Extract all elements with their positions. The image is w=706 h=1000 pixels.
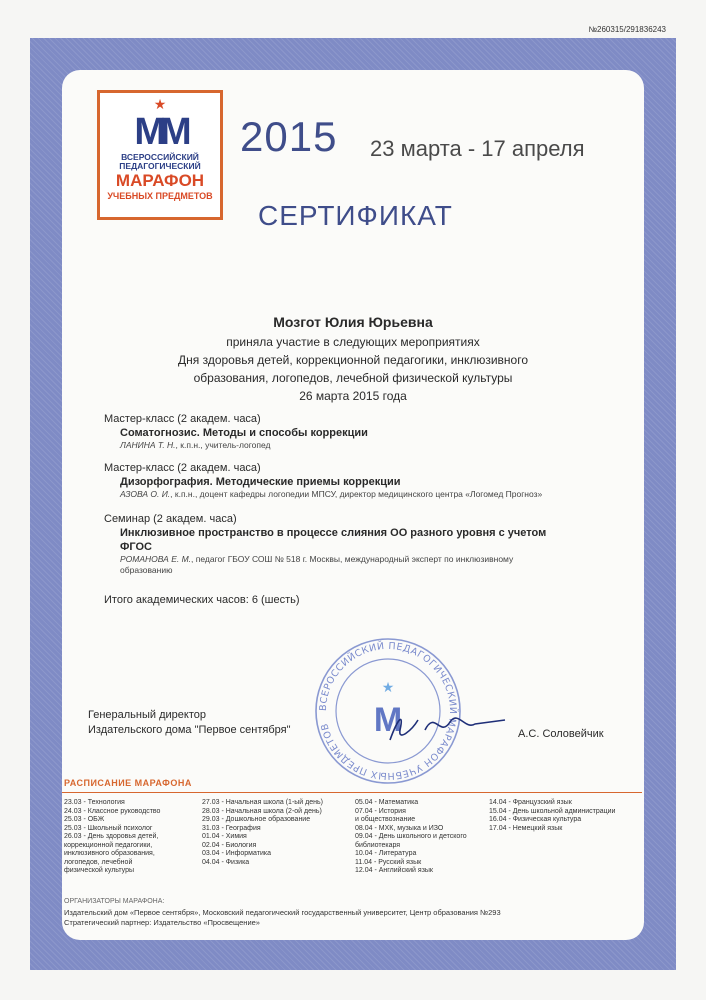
event-item xyxy=(104,412,624,451)
participation-line: Дня здоровья детей, коррекционной педагогики, инклюзивного xyxy=(178,353,528,367)
schedule-item: 15.04 - День школьной администрации xyxy=(489,807,616,815)
event-item xyxy=(104,512,624,576)
director-org: Издательского дома "Первое сентября" xyxy=(88,724,291,736)
event-type: Семинар (2 академ. часа) xyxy=(104,513,237,525)
event-lecturer xyxy=(120,440,624,451)
stamp-text: ВСЕРОССИЙСКИЙ ПЕДАГОГИЧЕСКИЙ МАРАФОН УЧЕБНЫХ ПРЕДМЕТОВ xyxy=(317,640,459,782)
schedule-item: 25.03 - ОБЖ xyxy=(64,816,105,823)
signer-name: А.С. Соловейчик xyxy=(518,728,604,740)
schedule-item: физической культуры xyxy=(64,867,135,874)
signature xyxy=(380,700,510,750)
schedule-item: 26.03 - День здоровья детей, xyxy=(64,833,159,840)
participation-text xyxy=(0,333,706,405)
lecturer-name: ЛАНИНА Т. Н. xyxy=(120,440,176,450)
participation-date: 26 марта 2015 года xyxy=(299,389,407,403)
schedule-item: 11.04 - Русский язык xyxy=(355,858,422,866)
serial-number: №260315/291836243 xyxy=(588,25,666,34)
schedule-item: 07.04 - История xyxy=(355,807,406,815)
schedule-item: 02.04 - Биология xyxy=(202,841,257,849)
schedule-item: библиотекаря xyxy=(355,841,401,849)
certificate-title: СЕРТИФИКАТ xyxy=(258,200,453,231)
event-type: Мастер-класс (2 академ. часа) xyxy=(104,462,261,474)
participant-name: Мозгот Юлия Юрьевна xyxy=(273,314,433,330)
schedule-column-3 xyxy=(355,799,467,876)
schedule-item: логопедов, лечебной xyxy=(64,858,133,866)
organizers-line: Издательский дом «Первое сентября», Московский педагогический государственный университет, Центр образования №293 xyxy=(64,908,501,917)
schedule-item: 03.04 - Информатика xyxy=(202,850,271,857)
schedule-item: инклюзивного образования, xyxy=(64,850,155,857)
event-title: Соматогнозис. Методы и способы коррекции xyxy=(120,427,368,439)
schedule-item: 12.04 - Английский язык xyxy=(355,867,433,874)
stamp-star-icon: ★ xyxy=(381,679,395,695)
event-type: Мастер-класс (2 академ. часа) xyxy=(104,413,261,425)
schedule-item: 10.04 - Литература xyxy=(355,850,417,857)
event-lecturer xyxy=(120,554,624,565)
schedule-item: 04.04 - Физика xyxy=(202,858,250,866)
star-icon: ★ xyxy=(153,96,167,112)
lecturer-name: РОМАНОВА Е. М. xyxy=(120,554,192,564)
schedule-column-2 xyxy=(202,799,323,867)
logo-line1: ВСЕРОССИЙСКИЙ xyxy=(121,152,199,162)
logo-line4: УЧЕБНЫХ ПРЕДМЕТОВ xyxy=(107,191,213,201)
schedule-item: 28.03 - Начальная школа (2-ой день) xyxy=(202,807,322,815)
schedule-item: 05.04 - Математика xyxy=(355,799,419,806)
schedule-item: 27.03 - Начальная школа (1-ый день) xyxy=(202,799,323,806)
schedule-divider xyxy=(62,792,642,793)
schedule-item: 01.04 - Химия xyxy=(202,833,247,840)
schedule-item: 29.03 - Дошкольное образование xyxy=(202,816,311,823)
schedule-item: коррекционной педагогики, xyxy=(64,841,153,849)
lecturer-name: АЗОВА О. И. xyxy=(120,489,171,499)
participation-line: приняла участие в следующих мероприятиях xyxy=(226,335,480,349)
schedule-item: и обществознание xyxy=(355,816,416,823)
schedule-item: 09.04 - День школьного и детского xyxy=(355,833,467,840)
event-title: Инклюзивное пространство в процессе слияния ОО разного уровня с учетом xyxy=(120,527,547,539)
organizers-partner: Стратегический партнер: Издательство «Просвещение» xyxy=(64,918,260,927)
schedule-item: 16.04 - Физическая культура xyxy=(489,816,582,823)
logo-line2: ПЕДАГОГИЧЕСКИЙ xyxy=(119,161,201,171)
schedule-column-1 xyxy=(64,799,160,876)
director-block xyxy=(88,708,291,738)
mm-logo-icon: MM xyxy=(134,111,186,153)
schedule-item: 31.03 - География xyxy=(202,824,261,832)
event-title-cont: ФГОС xyxy=(120,541,152,553)
schedule-item: 17.04 - Немецкий язык xyxy=(489,824,563,832)
marathon-dates: 23 марта - 17 апреля xyxy=(370,136,585,161)
organizers-text xyxy=(64,908,501,928)
event-item xyxy=(104,461,624,500)
stamp-m-icon: M xyxy=(373,701,403,739)
schedule-title: РАСПИСАНИЕ МАРАФОНА xyxy=(64,778,192,788)
lecturer-info: , педагог ГБОУ СОШ № 518 г. Москвы, международный эксперт по инклюзивному xyxy=(191,554,514,564)
schedule-item: 24.03 - Классное руководство xyxy=(64,807,161,815)
total-hours: Итого академических часов: 6 (шесть) xyxy=(104,594,300,606)
schedule-column-4 xyxy=(489,799,615,833)
schedule-item: 23.03 - Технология xyxy=(64,799,125,806)
organizers-title: ОРГАНИЗАТОРЫ МАРАФОНА: xyxy=(64,898,165,905)
marathon-logo xyxy=(97,90,223,220)
schedule-item: 08.04 - МХК, музыка и ИЗО xyxy=(355,824,444,832)
lecturer-info: , к.п.н., учитель-логопед xyxy=(175,440,271,450)
lecturer-info: , к.п.н., доцент кафедры логопедии МПСУ, директор медицинского центра «Логомед Прогноз» xyxy=(170,489,543,499)
year: 2015 xyxy=(240,113,338,160)
schedule-item: 14.04 - Французский язык xyxy=(489,799,572,806)
director-title: Генеральный директор xyxy=(88,709,206,721)
logo-line3: МАРАФОН xyxy=(115,171,205,190)
event-lecturer xyxy=(120,489,624,500)
schedule-item: 25.03 - Школьный психолог xyxy=(64,824,153,832)
event-lecturer-cont: образованию xyxy=(120,565,173,575)
event-title: Дизорфография. Методические приемы коррекции xyxy=(120,476,401,488)
participation-line: образования, логопедов, лечебной физической культуры xyxy=(193,371,513,385)
